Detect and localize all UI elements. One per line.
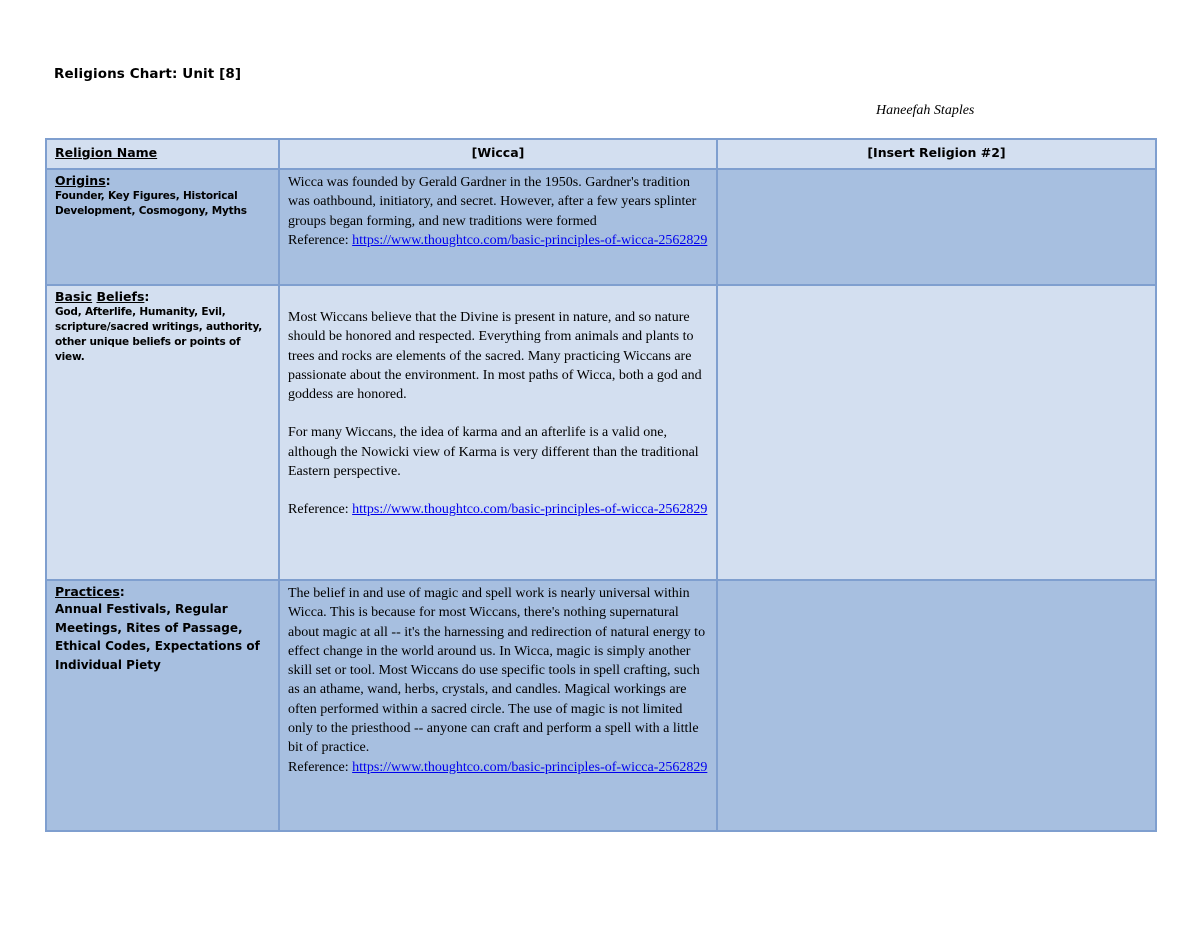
origins-wicca-text — [288, 172, 708, 250]
practices-reference-link[interactable]: https://www.thoughtco.com/basic-principles-of-wicca-2562829 — [352, 759, 708, 775]
beliefs-subheading: God, Afterlife, Humanity, Evil, scripture/sacred writings, authority, other unique beliefs or points of view. — [55, 306, 263, 363]
practices-heading — [55, 584, 270, 600]
beliefs-wicca-text — [288, 288, 708, 520]
table-row-origins — [46, 169, 1156, 285]
beliefs-label-cell — [46, 285, 279, 580]
practices-reference-prefix: Reference: — [288, 759, 353, 775]
origins-wicca-paragraph: Wicca was founded by Gerald Gardner in the 1950s. Gardner's tradition was oathbound, initiatory, and secret. However, after a few years splinter groups began forming, and new traditions were formed — [288, 175, 697, 229]
header-religion-name-label: Religion Name — [55, 145, 158, 160]
origins-wicca-cell — [279, 169, 717, 285]
religions-chart-table — [45, 138, 1157, 832]
origins-reference-link[interactable]: https://www.thoughtco.com/basic-principles-of-wicca-2562829 — [352, 232, 708, 248]
practices-wicca-text — [288, 583, 708, 777]
beliefs-wicca-paragraph-2: For many Wiccans, the idea of karma and an afterlife is a valid one, although the Nowicki view of Karma is very different than the traditional Eastern perspective. — [288, 425, 699, 480]
author-name: Haneefah Staples — [876, 103, 975, 118]
beliefs-reference-prefix: Reference: — [288, 502, 353, 518]
origins-heading-colon: : — [105, 173, 111, 188]
origins-reference-prefix: Reference: — [288, 232, 353, 248]
practices-label-cell — [46, 580, 279, 831]
origins-religion2-cell[interactable] — [717, 169, 1156, 285]
beliefs-heading-beliefs: Beliefs — [96, 289, 145, 304]
practices-subheading: Annual Festivals, Regular Meetings, Rites of Passage, Ethical Codes, Expectations of Individual Piety — [55, 602, 260, 672]
practices-reference — [288, 758, 708, 777]
origins-label-cell — [46, 169, 279, 285]
practices-religion2-cell[interactable] — [717, 580, 1156, 831]
origins-reference — [288, 231, 708, 250]
beliefs-reference — [288, 500, 708, 519]
header-religion-2: [Insert Religion #2] — [717, 139, 1156, 169]
document-title: Religions Chart: Unit [8] — [54, 66, 242, 82]
table-header-row — [46, 139, 1156, 169]
origins-heading — [55, 173, 270, 189]
beliefs-heading-colon: : — [144, 289, 150, 304]
practices-heading-text: Practices — [55, 584, 120, 599]
practices-wicca-paragraph: The belief in and use of magic and spell work is nearly universal within Wicca. This is because for most Wiccans, there's nothing supernatural about magic at all -- it's the harnessing and redirection of natural energy to effect change in the world around us. In Wicca, magic is simply another skill set or tool. Most Wiccans do use specific tools in spell crafting, such as an athame, wand, herbs, crystals, and candles. Magical workings are often performed within a sacred circle. The use of magic is not limited only to the priesthood -- anyone can craft and perform a spell with a little bit of practice. — [288, 586, 706, 756]
table-row-practices — [46, 580, 1156, 831]
practices-heading-colon: : — [119, 584, 125, 599]
header-religion-name — [46, 139, 279, 169]
practices-wicca-cell — [279, 580, 717, 831]
header-religion-1: [Wicca] — [279, 139, 717, 169]
beliefs-wicca-cell — [279, 285, 717, 580]
beliefs-heading-basic: Basic — [55, 289, 93, 304]
table-row-basic-beliefs — [46, 285, 1156, 580]
beliefs-religion2-cell[interactable] — [717, 285, 1156, 580]
origins-heading-text: Origins — [55, 173, 106, 188]
origins-subheading: Founder, Key Figures, Historical Development, Cosmogony, Myths — [55, 190, 247, 217]
beliefs-heading — [55, 289, 270, 305]
beliefs-reference-link[interactable]: https://www.thoughtco.com/basic-principles-of-wicca-2562829 — [352, 502, 708, 518]
beliefs-wicca-paragraph-1: Most Wiccans believe that the Divine is present in nature, and so nature should be honored and respected. Everything from animals and plants to trees and rocks are elements of the sacred. Many practicing Wiccans are passionate about the environment. In most paths of Wicca, both a god and goddess are honored. — [288, 310, 702, 403]
